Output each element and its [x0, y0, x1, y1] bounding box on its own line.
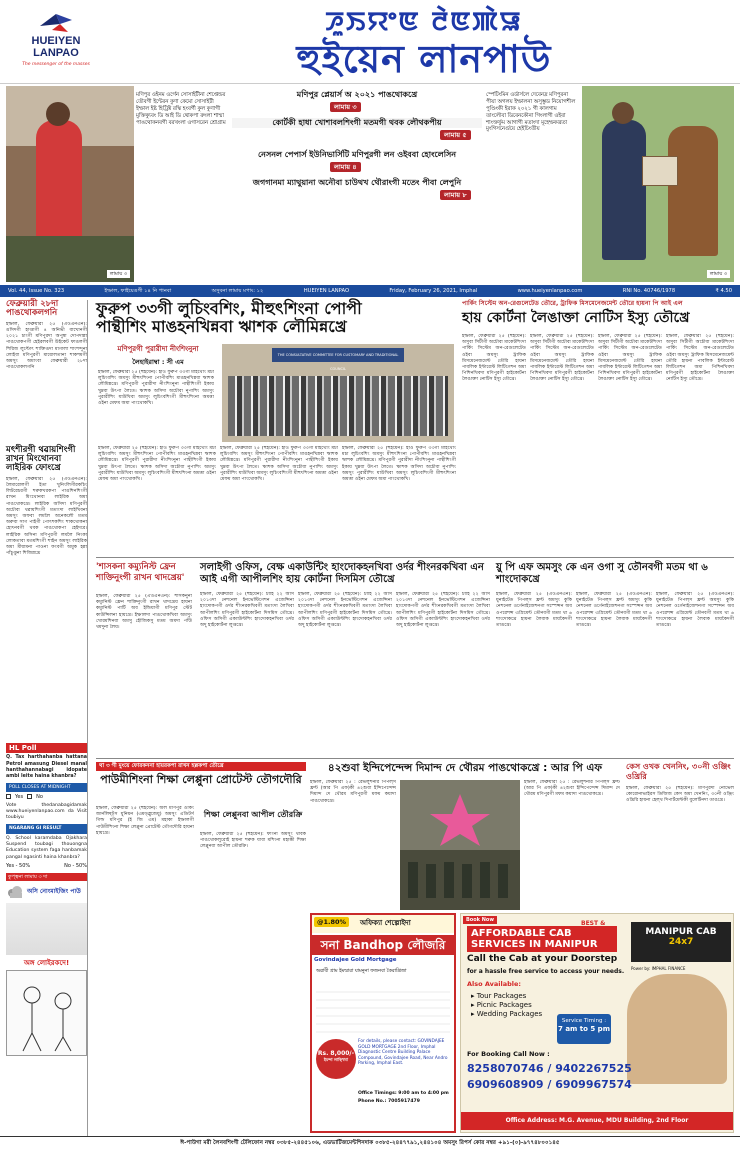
lead-body-3: ইম্ফাল, ফেব্রুয়ারী ২৫ (হুইয়েন): হাওঁ ফুরুপ ৩৩গী মাইথোং মচা লুচিংবশিং অমসুং মীহুৎশিংনা পোপীবশিং মাঙহনখিন্নবা ঋাশক লৌমিন্নখ্রে। মণিপুরগী পুরারীদা নীংশিংনুনা পান্থীশিংগী ইকায় খুম্নবা উৎপা লৈতে। ঋাশক অসিদা অচৌবা নুপাশিং অমসুং পুরারীশিং যাউখিবা অমসুং লুচিংবশিংগী মীহুৎশিংনা অমত্তা ওইনা মেফম অমা পাংথোকখি। [220, 446, 338, 483]
ngarang-header: NGARANG GI RESULT [6, 824, 87, 834]
rpf-body-2: ইম্ফাল, ফেব্রুয়ারী ২৫ : রেভলুশনরি পিপল্স ফ্রন্ট (আর পি এফ)কী ৪২শুবা ইন্দিপেন্দেন্স দিমান্দ দে থৌরম মণিপুরগী মফম কয়াদা পাঙথোকখ্রে। [524, 780, 620, 798]
masthead [0, 0, 740, 84]
left-headline-1: ফেব্রুয়ারী ২৮দা পাঙথোকলগনি [6, 299, 59, 319]
poll-close-note: POLL CLOSES AT MIDNIGHT [6, 783, 87, 793]
cab-brand: MANIPUR CAB [645, 927, 717, 937]
weather-table [6, 903, 87, 955]
poll-vote-link[interactable]: Vote thedanabagidamak www.hueiyenlanpao.com da Visit toubiyu [6, 802, 87, 821]
cab-also: Also Available: [467, 980, 522, 988]
paper-crane-icon [38, 12, 74, 34]
cartoon-image [6, 970, 87, 1056]
continued-note: কুপ্ত্বনা লামায় ৩ দা [6, 873, 87, 881]
teaser-headline-3: নেসনল পেপার্স ইউনিভার্সিটি মণিপুরগী লন ওইববা হোংলেসিন [257, 150, 457, 159]
weather-title: অসি নোংমাইজিং পাউ [27, 888, 81, 896]
hc-body-1: ইম্ফাল, ফেব্রুয়ারী ২৫ (হুইয়েন): অসুবা সিটীগী অচৌবা মাকেটশিংদা পার্কিং সিস্টেম অন-রেগুলেটেড ওইবা অমসুং ট্রাফিক মিসমেনেজমেন্ট তৌরি হায়না পাবলিক ইন্টারেস্ট লিটিগেশন অমা পিশিনখিবদা মণিপুরগী হাইকোর্টনা লৈঙাক্তা নোটিস ইস্যু তৌখ্রে। [462, 334, 526, 383]
page-pill-4: লামায় ৮ [440, 190, 471, 200]
covid-body: ইম্ফাল, ফেব্রুয়ারী ২৫ (হুইয়েন): মণিপুরদা নোভেল কোরোনাভাইরস ডিজিজ কেস অমা খেননিং, ৩০নী ওঞ্জিং ওখ্রিরি হায়না হেল্থ দিপার্টমেন্টকী বুলেটিনদা তাঙখ্রে। [626, 786, 734, 804]
poll-question: Q. Tax harthahanba hattana Petrol amasung Diesel manal hanthahannabagi idopate ambi leite haina khanbra? [6, 755, 87, 780]
divider [96, 557, 734, 558]
nia-body-2: ইম্ফাল, ফেব্রুয়ারী ২৫ (হুইয়েন): চাহি ২২ অসি ২০১৩দা নেশনেল ইনভেস্টিগেশন এজেন্সিনা হাংদোকপগী ওর্দর শীংনরকখিবগী মতাংদা লৈখিবা আপীলশিং মণিপুরগী হাইকোর্টনা দিসমিস তৌখ্রে। ওফিস অসিগী এক্যাউন্টশিং হাংদোকহনখিবা ওর্দর অদু হাইকোর্টনা লুপ্তখ্রে। [298, 592, 392, 629]
poll-header: HL Poll [6, 743, 87, 754]
local-date: ইম্ফাল, ফাইয়েঙগী ১৪ নি পানবা [104, 288, 172, 294]
page-marker: লামায় ৩ [107, 270, 130, 278]
logo [10, 12, 102, 82]
poll-yes-label: Yes [15, 794, 24, 801]
service-timing-box [557, 1014, 611, 1044]
logo-tagline: The messenger of the masses [22, 62, 90, 67]
nia-body-1: ইম্ফাল, ফেব্রুয়ারী ২৫ (হুইয়েন): চাহি ২২ অসি ২০১৩দা নেশনেল ইনভেস্টিগেশন এজেন্সিনা হাংদোকপগী ওর্দর শীংনরকখিবগী মতাংদা লৈখিবা আপীলশিং মণিপুরগী হাইকোর্টনা দিসমিস তৌখ্রে। ওফিস অসিগী এক্যাউন্টশিং হাংদোকহনখিবা ওর্দর অদু হাইকোর্টনা লুপ্তখ্রে। [200, 592, 294, 629]
cab-package-2-label: Picnic Packages [476, 1000, 532, 1009]
upf-body-1: ইম্ফাল, ফেব্রুয়ারী ২৫ (ঐওএনএন): য়ুনাইটেড পিপল্স ফ্রন্ট অমসুং কুকি নেশনেল ওর্গেনাইজেশনগা সস্পেন্সন অব ওপরেশন্স এগ্রিমেন্ট তৌনবগী মতম থা ৬ শাংদোকখ্রে হায়না লৈবাক মায়কৈদগী তাঙখ্রে। [496, 592, 572, 629]
cab-headline: AFFORDABLE CAB SERVICES IN MANIPUR [467, 926, 617, 952]
cab-address: Office Address: M.G. Avenue, MDU Building, 2nd Floor [461, 1112, 733, 1130]
cab-brand-logo [631, 922, 731, 962]
cab-package-1: ▸ Tour Packages [471, 992, 527, 1000]
logo-name [10, 36, 102, 59]
cab-package-3-label: Wedding Packages [476, 1009, 543, 1018]
star-emblem-icon [400, 780, 520, 910]
hc-body-3: ইম্ফাল, ফেব্রুয়ারী ২৫ (হুইয়েন): অসুবা সিটীগী অচৌবা মাকেটশিংদা পার্কিং সিস্টেম অন-রেগুলেটেড ওইবা অমসুং ট্রাফিক মিসমেনেজমেন্ট তৌরি হায়না পাবলিক ইন্টারেস্ট লিটিগেশন অমা পিশিনখিবদা মণিপুরগী হাইকোর্টনা লৈঙাক্তা নোটিস ইস্যু তৌখ্রে। [598, 334, 662, 383]
service-timing-label: Service Timing : [561, 1018, 607, 1024]
cab-package-list [471, 992, 542, 1018]
cab-best: BEST & [581, 920, 606, 927]
photo-banner: THE CONSULTATIVE COMMITTEE FOR CUSTOMARY AND TRADITIONAL COUNCIL [272, 348, 404, 362]
title-bengali: হুইয়েন লানপাউ [296, 37, 552, 81]
logo-line-2: LANPAO [33, 46, 79, 59]
header-photo-left [6, 86, 134, 282]
cartoon-heading: অঙ্গ লোইরকদে! [23, 959, 70, 968]
gold-mortgage-ad[interactable] [310, 913, 456, 1133]
cab-phone-2[interactable]: 6909608909 / 6909967574 [467, 1078, 632, 1091]
cpi-body: ইম্ফাল, ফেব্রুয়ারী ২৫ (ঐওএনএন): শাসকনুনা কম্যুনিস্ট ফ্রেন শাক্তিনুংগী রাখন থাদখ্রেয় হায়না কম্যুনিস্ট পার্টি অব ইন্ডিয়াগী মণিপুর স্টেট কাউন্সিলনা হায়খ্রে। ইম্ফালদা পাঙথোকখিবা অমসুং খোরমশিনবা অমসু হৌজিকসু মতম অমদা পাঁউ থমদুনা লৈয়। [96, 594, 192, 631]
left-body-2: ইম্ফাল, ফেব্রুয়ারী ২৫ (ঐওএনএন): লৈমারোলগী ইতা খুনিংলিগীরকচিং লিটরেচরগী শরুকখরকপা পাঙশিনশিংগী রাখন মিংথোনবা লাইরিক অমা পাঙথোকখ্রে। লাইরিক অসিদা মণিপুরগী অচৌবা থৱায়শিংগী মতাংদা লাইখিবনা অমসুং অফবা লমলৈ অনেকলৌ মতম অরুবা সাগ পাইগী পোৎশকশিং শাকথোকনা হোৎনবগী থবক পাঙথোকপা হেইদরে। লাইরিক অসিনা মণিপুরগী লমলৈ নিংকা লোকতাবা মতমশিংগী শাইন অমসুং লাইরিক অমা মীয়ামনা পাওনা ফংবগী অমুক হন্না পাঁচুপ্তুনা শিজিন্নখ্রে [6, 476, 87, 557]
cab-package-3: ▸ Wedding Packages [471, 1009, 543, 1018]
page-marker: লামায় ৩ [707, 270, 730, 278]
rni-number: RNI No. 40746/1978 [622, 288, 676, 294]
teaser-right: স্পেটিংমিন ওর্ডার্সলে দেবেনদ্র মণিপুরনা পীয়া অগলয় ইম্ফালনা অসুম্ভুড নিয়োগশীল পুণ্ডিংকী ইরাক ২০২১ গী কালগাম তাংলৌবা ডিবেনকৌনা গিংলাগী ওইবা শাংক্তর্ফুম আগাগী মতাংদা মূহেম্ফকখ্রতা মুংগিসনের্গুয়ে হেইচিংতীয় [486, 92, 576, 133]
cab-subline: for a hassle free service to access your needs. [467, 968, 625, 975]
lead-byline: লৈহাইরাম্বা : সী এম [132, 358, 184, 366]
rate-badge-value: Rs. 8,000/- [317, 1050, 355, 1057]
lead-body-1: ইম্ফাল, ফেব্রুয়ারী ২৫ (হুইয়েন): হাওঁ ফুরুপ ৩৩গী মাইথোং মচা লুচিংবশিং অমসুং মীহুৎশিংনা পোপীবশিং মাঙহনখিন্নবা ঋাশক লৌমিন্নখ্রে। মণিপুরগী পুরারীদা নীংশিংনুনা পান্থীশিংগী ইকায় খুম্নবা উৎপা লৈতে। ঋাশক অসিদা অচৌবা নুপাশিং অমসুং পুরারীশিং যাউখিবা অমসুং লুচিংবশিংগী মীহুৎশিংনা অমত্তা ওইনা মেফম অমা পাংথোকখি। [98, 370, 214, 407]
teaser-headline-1: মণিপুর প্লেয়ার্স অ ২০২১ পাঙথোকখ্রে [296, 90, 418, 99]
rpf-photo [400, 780, 520, 910]
rpf-body-1: ইম্ফাল, ফেব্রুয়ারী ২৫ : রেভলুশনরি পিপল্স ফ্রন্ট (আর পি এফ)কী ৪২শুবা ইন্দিপেন্দেন্স দিমান্দ দে থৌরম মণিপুরগী মফম কয়াদা পাঙথোকখ্রে। [310, 780, 396, 804]
cab-brand-sub: 24x7 [668, 936, 694, 947]
lottery-name: সনা Bandhop লৌজরি [312, 935, 454, 955]
weather-box [6, 885, 87, 899]
website[interactable]: www.hueiyenlanpao.com [517, 288, 583, 294]
upf-body-2: ইম্ফাল, ফেব্রুয়ারী ২৫ (ঐওএনএন): য়ুনাইটেড পিপল্স ফ্রন্ট অমসুং কুকি নেশনেল ওর্গেনাইজেশনগা সস্পেন্সন অব ওপরেশন্স এগ্রিমেন্ট তৌনবগী মতম থা ৬ শাংদোকখ্রে হায়না লৈবাক মায়কৈদগী তাঙখ্রে। [576, 592, 652, 629]
nia-body-3: ইম্ফাল, ফেব্রুয়ারী ২৫ (হুইয়েন): চাহি ২২ অসি ২০১৩দা নেশনেল ইনভেস্টিগেশন এজেন্সিনা হাংদোকপগী ওর্দর শীংনরকখিবগী মতাংদা লৈখিবা আপীলশিং মণিপুরগী হাইকোর্টনা দিসমিস তৌখ্রে। ওফিস অসিগী এক্যাউন্টশিং হাংদোকহনখিবা ওর্দর অদু হাইকোর্টনা লুপ্তখ্রে। [396, 592, 490, 629]
footer-contact: ঈ-পাউগা মরী লৈনবশিংগী টেলিফোন নম্বর ০৩৮৫-২৪৪৫১০৬, এডভার্টিজমেন্টশিনদাক ০৩৮৫-২৪৪৭৭৯১,২৪৪১০৪ অমসুং রিপর্স কোর নম্বর +৯১-(০)-৯৭৭৪৮০০১৪৫ [0, 1136, 740, 1149]
issue-date: Friday, February 26, 2021, Imphal [389, 288, 478, 294]
page-count: অসুবনা লামায় মপাং: ১২ [211, 288, 264, 294]
hc-body-4: ইম্ফাল, ফেব্রুয়ারী ২৫ (হুইয়েন): অসুবা সিটীগী অচৌবা মাকেটশিংদা পার্কিং সিস্টেম অন-রেগুলেটেড ওইবা অমসুং ট্রাফিক মিসমেনেজমেন্ট তৌরি হায়না পাবলিক ইন্টারেস্ট লিটিগেশন অমা পিশিনখিবদা মণিপুরগী হাইকোর্টনা লৈঙাক্তা নোটিস ইস্যু তৌখ্রে। [666, 334, 734, 383]
poll-no-label: No [36, 794, 43, 801]
left-column [6, 300, 88, 1136]
cab-model-photo [627, 974, 727, 1084]
upf-body-3: ইম্ফাল, ফেব্রুয়ারী ২৫ (ঐওএনএন): য়ুনাইটেড পিপল্স ফ্রন্ট অমসুং কুকি নেশনেল ওর্গেনাইজেশনগা সস্পেন্সন অব ওপরেশন্স এগ্রিমেন্ট তৌনবগী মতম থা ৬ শাংদোকখ্রে হায়না লৈবাক মায়কৈদগী তাঙখ্রে। [656, 592, 734, 629]
lead-body-4: ইম্ফাল, ফেব্রুয়ারী ২৫ (হুইয়েন): হাওঁ ফুরুপ ৩৩গী মাইথোং মচা লুচিংবশিং অমসুং মীহুৎশিংনা পোপীবশিং মাঙহনখিন্নবা ঋাশক লৌমিন্নখ্রে। মণিপুরগী পুরারীদা নীংশিংনুনা পান্থীশিংগী ইকায় খুম্নবা উৎপা লৈতে। ঋাশক অসিদা অচৌবা নুপাশিং অমসুং পুরারীশিং যাউখিবা অমসুং লুচিংবশিংগী মীহুৎশিংনা অমত্তা ওইনা মেফম অমা পাংথোকখি। [342, 446, 456, 483]
teaser-headline-2: কোর্টকী হাধা খোশাবলশিংগী মতমগী থবক লৌথকপীয় [232, 118, 482, 128]
bottom-tag: থা ৩ গী মুংয়ে ফোরকননা হায়রকপা রাখন হল্লকপা তৌখ্রে [96, 762, 306, 771]
poll-no-radio[interactable] [27, 794, 32, 799]
lead-photo [222, 344, 454, 442]
title-meitei-mayek: ꯍꯨꯏꯌꯦꯟ ꯂꯥꯟꯄꯥꯎ [325, 7, 523, 37]
lottery-contact: For details, please contact: GOVINDAJEE GOLD MORTGAGE 2nd Floor, Imphal Diagnostic Centre Building Palace Compound, Govindajee Road, Near Andro Parking, Imphal East. [358, 1039, 448, 1067]
cab-powered: Power by: IMPHAL FINANCE [631, 966, 686, 971]
lead-headline [96, 300, 456, 337]
left-headline-2: মৎশীরগী থৱায়শিংগী রাখন মিংথোনবা লাইরিক ফোংখ্রে [6, 444, 76, 474]
ngarang-question: Q. School karamdaba Ojakhara Suspend toubagi thouongna Education system faga hanbamak pangal ngasinti haina khanbra? [6, 835, 87, 860]
lottery-phone: Phone No.: 7005917479 [358, 1099, 420, 1104]
price: ₹ 4.50 [715, 288, 732, 294]
page-pill-3: লামায় ৪ [330, 162, 361, 172]
lead-kicker: মণিপুরগী পুরারীদা নীংশিংনুনা [117, 345, 199, 353]
rate-label: অফিক্যা শেল্পোইদা [360, 919, 411, 927]
weather-cloud-icon [6, 885, 24, 899]
lottery-note: অৱাবী গ্রাম ইমন্মারা যামনুনা ফজনবা কৈরাখ্রিজা [316, 969, 407, 974]
nia-headline: সলাইগী ওফিস, বেক্ষ একাউন্টিং হাংদোকহনখিবা ওর্দর শীংনরকখিবা এন আই এগী আপীলশিং হায় কোর্টনা দিসমিস তৌখ্রে [200, 562, 484, 585]
logo-line-1: HUEIYEN [31, 35, 81, 47]
appeal-headline: শিক্ষা লেপ্পুনবা আপীল তৌরক্রি [203, 810, 303, 819]
journalist-headline: পাউমীশিংনা শিক্ষা লেপ্পুনা প্রোটেস্ট তৌগদৌরি [100, 773, 302, 786]
upf-headline: য়ু পি এফ অমসুং কে এন ওগা সু তৌনবগী মতম থা ৬ শাংদোকখ্রে [496, 562, 708, 585]
covid-headline: কেস ওখক খেননিং, ৩০নী ওঞ্জিং ওখ্রিরি [626, 762, 731, 781]
cab-ad[interactable] [460, 913, 734, 1133]
cab-book-label: For Booking Call Now : [467, 1050, 550, 1058]
lottery-sub: Govindajee Gold Mortgage [314, 957, 397, 963]
paper-name: HUEIYEN LANPAO [303, 288, 350, 294]
book-now-badge[interactable]: Book Now [463, 916, 497, 924]
page-pill-2: লামায় ৫ [440, 130, 471, 140]
teaser-headline-4: জগগানমা ম্যাথুয়ানা অনৌবা চাউথখ থৌরাংগী মতেং পীবা লেপুনি [252, 178, 462, 187]
page-pill-1: লামায় ৩ [330, 102, 361, 112]
appeal-body: ইম্ফাল, ফেব্রুয়ারী ২৫ (হুইয়েন): ফাংনা অমসুং থাবক পাঙথোকলুরোই হায়না শরুক যাবা মশিংনা মহাক্কী শিক্ষা লেপ্পুনবা আপীল তৌরক্রি। [200, 832, 306, 850]
info-bar [0, 285, 740, 297]
rate-badge-sub: ইমন্দা লাক্খিবা [323, 1056, 349, 1062]
teaser-left: মণিপুর ওইনম ওর্গেন সোসাইটীনা শেপ্তেন্ডর তৌবগী ইন্টেরন কুণা কেমো সোসাইটী ইম্ফাল ইষ্ট হিট্রিক্ট রস্কি হংবর্গী কুল কুণাগী মুক্তিক্যুবং ডি আই ডি থোকপা রুংলা শাম্মা পাঙথোকনবগী বরখংলা ওগাসরেন শ্রোগ্রাম [136, 92, 226, 126]
cab-tagline: Call the Cab at your Doorstep [467, 954, 618, 964]
cab-package-2: ▸ Picnic Packages [471, 1000, 532, 1009]
divider [96, 758, 734, 759]
poll-yes-radio[interactable] [6, 794, 11, 799]
cab-package-1-label: Tour Packages [476, 992, 527, 1000]
rate-badge [316, 1039, 356, 1079]
lead-headline-line-1: ফুরুপ ৩৩গী লুচিংবশিং, মীহুৎশিংনা পোপী [96, 299, 362, 318]
journalist-body-1: ইম্ফাল, ফেব্রুয়ারী ২৫ (হুইয়েন): অল মণিপুর ওর্কিং জার্নলিষ্ট্স য়ুনিয়ন (এমড্ব্লুজেয়ু) অমসুং এডিটর্স গিল্ড মণিপুর (ই জি এম) মহাকা ইম্ফালগী পাউমীশিংনা শিক্ষা লেপ্পুনা প্রোটেস্ট তৌগদৌরি হায়না হায়খ্রে। [96, 806, 194, 836]
lead-headline-line-2: পান্থীশিং মাঙহনখিন্নবা ঋাশক লৌমিন্নখ্রে [96, 317, 347, 337]
volume-issue: Vol. 44, Issue No. 323 [8, 288, 65, 294]
ngarang-yes: Yes - 50% [6, 862, 31, 869]
lottery-timing: Office Timings: 9:00 am to 4:00 pm [358, 1091, 449, 1096]
left-body-1: ইম্ফাল, ফেব্রুয়ারী ২৫ (ঐওএনএন): ঙসিদগী হাপ্তাগী ৪ অনিভী বাখোনগী ২০২১ চাংগী মণিপুরদা অপুন্বা দোপদান্না পাঙথোকপগী হেইরলবগী উইকেট ফাঙলগী শিরিজ লুপ্টোৎ শাক্তিঙদা মাগালা শাংশন্দুনা লোইবা মণিপুরগী মায়োলতানা শাকশমগী অমসুং অমাংবা ফেব্রুয়ারী ২৮দা পাঙথোকলগনি [6, 321, 87, 371]
ngarang-no: No - 50% [64, 862, 87, 869]
rpf-headline: ৪২শুবা ইন্দিপেন্দেন্স দিমান্দ দে থৌরম পাঙথোকখ্রে : আর পি এফ [327, 762, 603, 774]
lead-body-2: ইম্ফাল, ফেব্রুয়ারী ২৫ (হুইয়েন): হাওঁ ফুরুপ ৩৩গী মাইথোং মচা লুচিংবশিং অমসুং মীহুৎশিংনা পোপীবশিং মাঙহনখিন্নবা ঋাশক লৌমিন্নখ্রে। মণিপুরগী পুরারীদা নীংশিংনুনা পান্থীশিংগী ইকায় খুম্নবা উৎপা লৈতে। ঋাশক অসিদা অচৌবা নুপাশিং অমসুং পুরারীশিং যাউখিবা অমসুং লুচিংবশিংগী মীহুৎশিংনা অমত্তা ওইনা মেফম অমা পাংথোকখি। [98, 446, 216, 483]
cab-phone-1[interactable]: 8258070746 / 9402267525 [467, 1062, 632, 1075]
service-timing-value: 7 am to 5 pm [558, 1024, 610, 1033]
header-photo-right [582, 86, 734, 282]
hc-body-2: ইম্ফাল, ফেব্রুয়ারী ২৫ (হুইয়েন): অসুবা সিটীগী অচৌবা মাকেটশিংদা পার্কিং সিস্টেম অন-রেগুলেটেড ওইবা অমসুং ট্রাফিক মিসমেনেজমেন্ট তৌরি হায়না পাবলিক ইন্টারেস্ট লিটিগেশন অমা পিশিনখিবদা মণিপুরগী হাইকোর্টনা লৈঙাক্তা নোটিস ইস্যু তৌখ্রে। [530, 334, 594, 383]
hc-headline: হায় কোর্টনা লৈঙাক্তা নোটিস ইস্যু তৌখ্রে [462, 310, 690, 326]
cpi-headline: 'শাসকনা কম্যুনিস্ট ফ্রেন শাক্তিনুংগী রাখন থাদখ্রেয়' [96, 562, 185, 583]
rate-pill: @1.80% [314, 917, 349, 927]
hc-kicker: পার্কিং সিস্টেম অন-রেগুলেটেড তৌরে, ট্রাফিক মিসমেনেজমেন্ট তৌরে হায়না পি আই এল [462, 300, 683, 307]
